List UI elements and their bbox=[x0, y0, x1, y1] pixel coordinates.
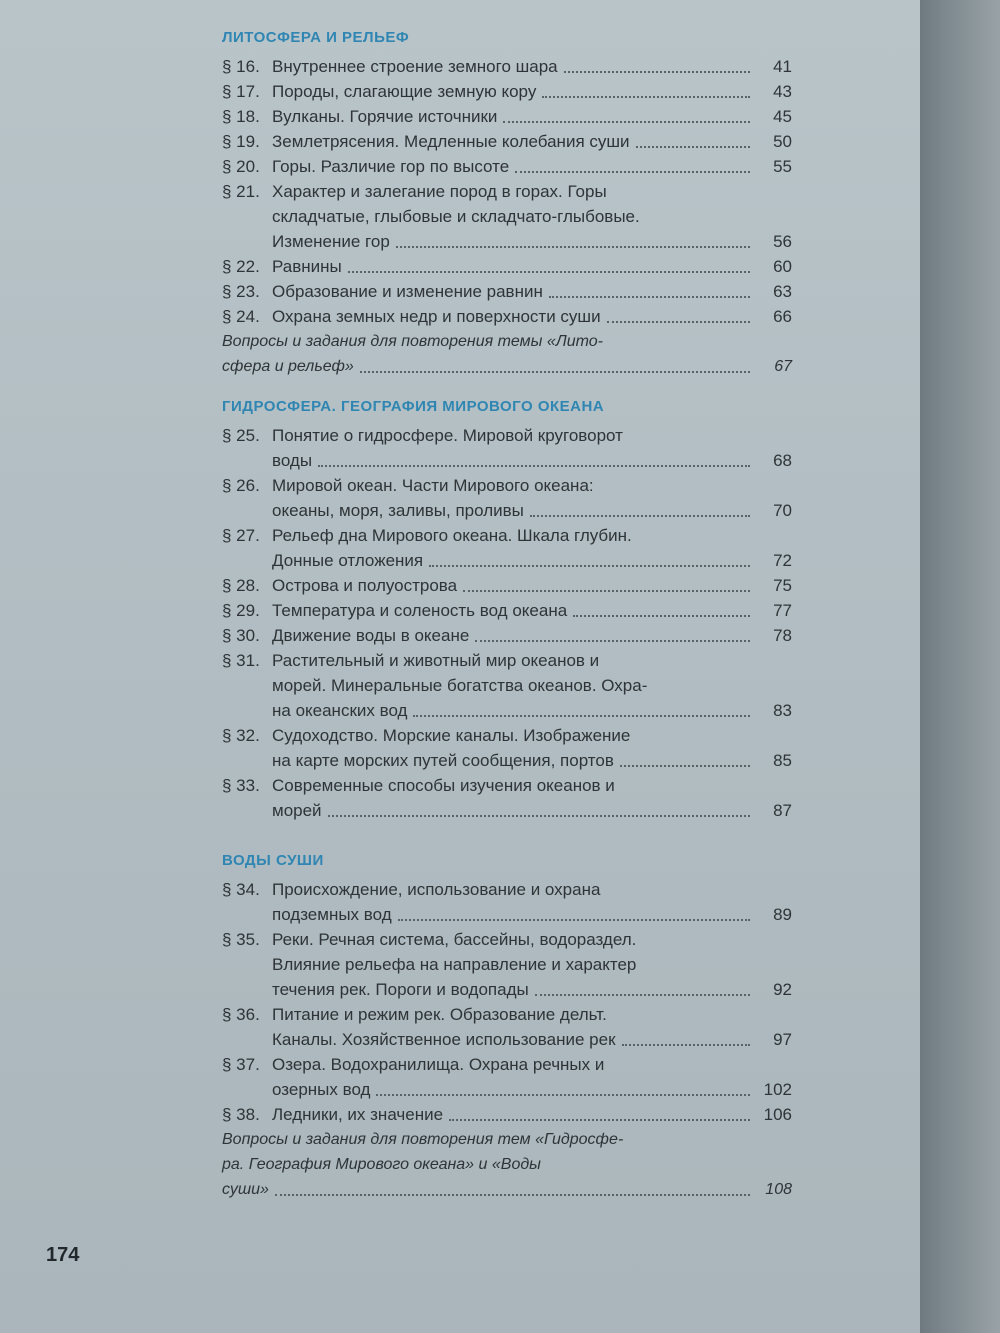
entry-body bbox=[272, 1002, 792, 1052]
entry-line: Внутреннее строение земного шара bbox=[272, 57, 558, 76]
dot-leader bbox=[515, 171, 750, 173]
entry-body bbox=[272, 877, 792, 927]
entry-line: Происхождение, использование и охрана bbox=[272, 880, 601, 899]
entry-body bbox=[272, 54, 792, 79]
review-entry bbox=[222, 1127, 792, 1202]
section-number: § 18. bbox=[222, 107, 260, 126]
entry-line: подземных вод bbox=[272, 905, 392, 924]
entry-line: Острова и полуострова bbox=[272, 576, 458, 595]
entry-body bbox=[272, 423, 792, 473]
page-ref: 60 bbox=[773, 257, 792, 276]
dot-leader bbox=[503, 121, 750, 123]
page-ref: 102 bbox=[763, 1080, 792, 1099]
entry-body bbox=[272, 129, 792, 154]
section-gap bbox=[222, 379, 792, 391]
entry-body bbox=[272, 79, 792, 104]
page-ref: 56 bbox=[773, 232, 792, 251]
toc-entry bbox=[222, 927, 792, 1002]
dot-leader bbox=[463, 590, 750, 592]
entry-body bbox=[272, 179, 792, 254]
section-number: § 32. bbox=[222, 726, 260, 745]
page-edge bbox=[920, 0, 1000, 1333]
page-ref: 41 bbox=[773, 57, 792, 76]
toc-entry bbox=[222, 179, 792, 254]
toc-entry bbox=[222, 154, 792, 179]
entry-line: Современные способы изучения океанов и bbox=[272, 776, 615, 795]
section-number: § 17. bbox=[222, 82, 260, 101]
entry-body bbox=[222, 1127, 792, 1202]
entry-last-line bbox=[272, 548, 792, 573]
page-ref: 97 bbox=[773, 1030, 792, 1049]
dot-leader bbox=[318, 465, 750, 467]
entry-body bbox=[272, 723, 792, 773]
page-ref: 83 bbox=[773, 701, 792, 720]
entry-last-line bbox=[272, 623, 792, 648]
section-number: § 27. bbox=[222, 526, 260, 545]
toc-entry bbox=[222, 623, 792, 648]
entry-last-line bbox=[272, 902, 792, 927]
entry-line: на карте морских путей сообщения, портов bbox=[272, 751, 614, 770]
entry-line: Озера. Водохранилища. Охрана речных и bbox=[272, 1055, 605, 1074]
entry-line: Охрана земных недр и поверхности суши bbox=[272, 307, 601, 326]
entry-line: Землетрясения. Медленные колебания суши bbox=[272, 132, 630, 151]
dot-leader bbox=[620, 765, 750, 767]
section-gap bbox=[222, 823, 792, 845]
entry-last-line bbox=[272, 104, 792, 129]
entry-line: Изменение гор bbox=[272, 232, 390, 251]
dot-leader bbox=[564, 71, 750, 73]
page-ref: 45 bbox=[773, 107, 792, 126]
section-number: § 35. bbox=[222, 930, 260, 949]
entry-last-line bbox=[272, 573, 792, 598]
page-ref: 50 bbox=[773, 132, 792, 151]
entry-line: океаны, моря, заливы, проливы bbox=[272, 501, 524, 520]
entry-body bbox=[272, 623, 792, 648]
page-ref: 87 bbox=[773, 801, 792, 820]
entry-line: Рельеф дна Мирового океана. Шкала глубин. bbox=[272, 526, 632, 545]
dot-leader bbox=[607, 321, 750, 323]
toc-entry bbox=[222, 523, 792, 573]
entry-line: морей bbox=[272, 801, 322, 820]
entry-line: озерных вод bbox=[272, 1080, 371, 1099]
entry-body bbox=[272, 773, 792, 823]
entry-body bbox=[272, 279, 792, 304]
entry-last-line bbox=[272, 498, 792, 523]
section-number: § 26. bbox=[222, 476, 260, 495]
entry-line: складчатые, глыбовые и складчато-глыбовые. bbox=[272, 207, 640, 226]
review-entry bbox=[222, 329, 792, 379]
dot-leader bbox=[360, 371, 750, 373]
page-ref: 85 bbox=[773, 751, 792, 770]
entry-line: Температура и соленость вод океана bbox=[272, 601, 568, 620]
entry-line: Вулканы. Горячие источники bbox=[272, 107, 498, 126]
entry-body bbox=[272, 927, 792, 1002]
dot-leader bbox=[622, 1044, 750, 1046]
entry-line: Каналы. Хозяйственное использование рек bbox=[272, 1030, 616, 1049]
section-number: § 22. bbox=[222, 257, 260, 276]
entry-last-line bbox=[272, 977, 792, 1002]
entry-last-line bbox=[272, 698, 792, 723]
entry-body bbox=[272, 1052, 792, 1102]
entry-last-line bbox=[272, 448, 792, 473]
dot-leader bbox=[636, 146, 750, 148]
page-ref: 108 bbox=[765, 1181, 792, 1198]
page-ref: 68 bbox=[773, 451, 792, 470]
entry-line: Реки. Речная система, бассейны, водораздел. bbox=[272, 930, 637, 949]
entry-last-line bbox=[272, 304, 792, 329]
entry-body bbox=[272, 1102, 792, 1127]
entry-last-line bbox=[222, 354, 792, 379]
entry-line: Вопросы и задания для повторения тем «Гидросфе- bbox=[222, 1131, 624, 1148]
page-number: 174 bbox=[46, 1244, 80, 1266]
dot-leader bbox=[429, 565, 750, 567]
dot-leader bbox=[549, 296, 750, 298]
toc-entry bbox=[222, 1052, 792, 1102]
dot-leader bbox=[573, 615, 750, 617]
entry-last-line bbox=[222, 1177, 792, 1202]
section-number: § 19. bbox=[222, 132, 260, 151]
toc-entry bbox=[222, 473, 792, 523]
toc-entry bbox=[222, 423, 792, 473]
toc-entry bbox=[222, 254, 792, 279]
toc-entry bbox=[222, 648, 792, 723]
section-number: § 38. bbox=[222, 1105, 260, 1124]
entry-last-line bbox=[272, 1102, 792, 1127]
entry-line: Равнины bbox=[272, 257, 342, 276]
entry-line: сфера и рельеф» bbox=[222, 358, 354, 375]
section-number: § 28. bbox=[222, 576, 260, 595]
page-ref: 77 bbox=[773, 601, 792, 620]
entry-last-line bbox=[272, 798, 792, 823]
page-ref: 89 bbox=[773, 905, 792, 924]
entry-line: Вопросы и задания для повторения темы «Лито- bbox=[222, 333, 603, 350]
entry-line: на океанских вод bbox=[272, 701, 408, 720]
entry-line: Ледники, их значение bbox=[272, 1105, 444, 1124]
entry-body bbox=[272, 104, 792, 129]
dot-leader bbox=[328, 815, 750, 817]
entry-last-line bbox=[272, 1027, 792, 1052]
entry-body bbox=[272, 254, 792, 279]
toc-entry bbox=[222, 279, 792, 304]
section-number: § 30. bbox=[222, 626, 260, 645]
section-title: ГИДРОСФЕРА. ГЕОГРАФИЯ МИРОВОГО ОКЕАНА bbox=[222, 398, 605, 415]
entry-line: Мировой океан. Части Мирового океана: bbox=[272, 476, 594, 495]
entry-line: Питание и режим рек. Образование дельт. bbox=[272, 1005, 607, 1024]
toc-entry bbox=[222, 129, 792, 154]
entry-last-line bbox=[272, 154, 792, 179]
entry-line: воды bbox=[272, 451, 313, 470]
entry-body bbox=[272, 154, 792, 179]
entry-last-line bbox=[272, 129, 792, 154]
toc-entry bbox=[222, 304, 792, 329]
dot-leader bbox=[275, 1194, 750, 1196]
section-number: § 36. bbox=[222, 1005, 260, 1024]
section-number: § 31. bbox=[222, 651, 260, 670]
dot-leader bbox=[530, 515, 750, 517]
dot-leader bbox=[413, 715, 750, 717]
page-ref: 72 bbox=[773, 551, 792, 570]
toc-entry bbox=[222, 104, 792, 129]
dot-leader bbox=[376, 1094, 750, 1096]
entry-body bbox=[272, 473, 792, 523]
page-ref: 43 bbox=[773, 82, 792, 101]
entry-last-line bbox=[272, 254, 792, 279]
section-title: ВОДЫ СУШИ bbox=[222, 852, 324, 869]
section-number: § 37. bbox=[222, 1055, 260, 1074]
section-number: § 33. bbox=[222, 776, 260, 795]
section-number: § 23. bbox=[222, 282, 260, 301]
entry-line: Характер и залегание пород в горах. Горы bbox=[272, 182, 607, 201]
entry-line: Породы, слагающие земную кору bbox=[272, 82, 537, 101]
entry-last-line bbox=[272, 229, 792, 254]
toc-entry bbox=[222, 598, 792, 623]
page-ref: 106 bbox=[763, 1105, 792, 1124]
entry-line: суши» bbox=[222, 1181, 269, 1198]
section-number: § 25. bbox=[222, 426, 260, 445]
dot-leader bbox=[348, 271, 750, 273]
page-ref: 75 bbox=[773, 576, 792, 595]
toc-entry bbox=[222, 773, 792, 823]
entry-body bbox=[222, 329, 792, 379]
toc-entry bbox=[222, 723, 792, 773]
section-number: § 21. bbox=[222, 182, 260, 201]
entry-line: Движение воды в океане bbox=[272, 626, 470, 645]
toc-entry bbox=[222, 54, 792, 79]
entry-line: Понятие о гидросфере. Мировой круговорот bbox=[272, 426, 623, 445]
section-number: § 16. bbox=[222, 57, 260, 76]
dot-leader bbox=[398, 919, 750, 921]
page-ref: 55 bbox=[773, 157, 792, 176]
section-number: § 34. bbox=[222, 880, 260, 899]
page-ref: 92 bbox=[773, 980, 792, 999]
entry-line: Растительный и животный мир океанов и bbox=[272, 651, 600, 670]
entry-body bbox=[272, 304, 792, 329]
table-of-contents bbox=[222, 22, 792, 1202]
dot-leader bbox=[475, 640, 750, 642]
page-ref: 78 bbox=[773, 626, 792, 645]
page-ref: 70 bbox=[773, 501, 792, 520]
dot-leader bbox=[535, 994, 750, 996]
entry-line: Донные отложения bbox=[272, 551, 424, 570]
entry-line: Образование и изменение равнин bbox=[272, 282, 543, 301]
section-number: § 29. bbox=[222, 601, 260, 620]
toc-entry bbox=[222, 1102, 792, 1127]
entry-body bbox=[272, 523, 792, 573]
entry-body bbox=[272, 573, 792, 598]
toc-entry bbox=[222, 1002, 792, 1052]
entry-last-line bbox=[272, 748, 792, 773]
toc-entry bbox=[222, 573, 792, 598]
entry-last-line bbox=[272, 1077, 792, 1102]
entry-last-line bbox=[272, 54, 792, 79]
page-ref: 67 bbox=[774, 358, 792, 375]
entry-body bbox=[272, 598, 792, 623]
section-number: § 20. bbox=[222, 157, 260, 176]
toc-entry bbox=[222, 79, 792, 104]
entry-line: Влияние рельефа на направление и характер bbox=[272, 955, 637, 974]
toc-entry bbox=[222, 877, 792, 927]
page-ref: 63 bbox=[773, 282, 792, 301]
entry-line: течения рек. Пороги и водопады bbox=[272, 980, 529, 999]
entry-line: Горы. Различие гор по высоте bbox=[272, 157, 510, 176]
dot-leader bbox=[542, 96, 750, 98]
entry-line: Судоходство. Морские каналы. Изображение bbox=[272, 726, 631, 745]
entry-last-line bbox=[272, 279, 792, 304]
page-ref: 66 bbox=[773, 307, 792, 326]
entry-body bbox=[272, 648, 792, 723]
section-title: ЛИТОСФЕРА И РЕЛЬЕФ bbox=[222, 29, 410, 46]
entry-line: морей. Минеральные богатства океанов. Охра- bbox=[272, 676, 648, 695]
dot-leader bbox=[449, 1119, 750, 1121]
section-number: § 24. bbox=[222, 307, 260, 326]
entry-line: ра. География Мирового океана» и «Воды bbox=[222, 1156, 541, 1173]
entry-last-line bbox=[272, 79, 792, 104]
entry-last-line bbox=[272, 598, 792, 623]
dot-leader bbox=[396, 246, 750, 248]
